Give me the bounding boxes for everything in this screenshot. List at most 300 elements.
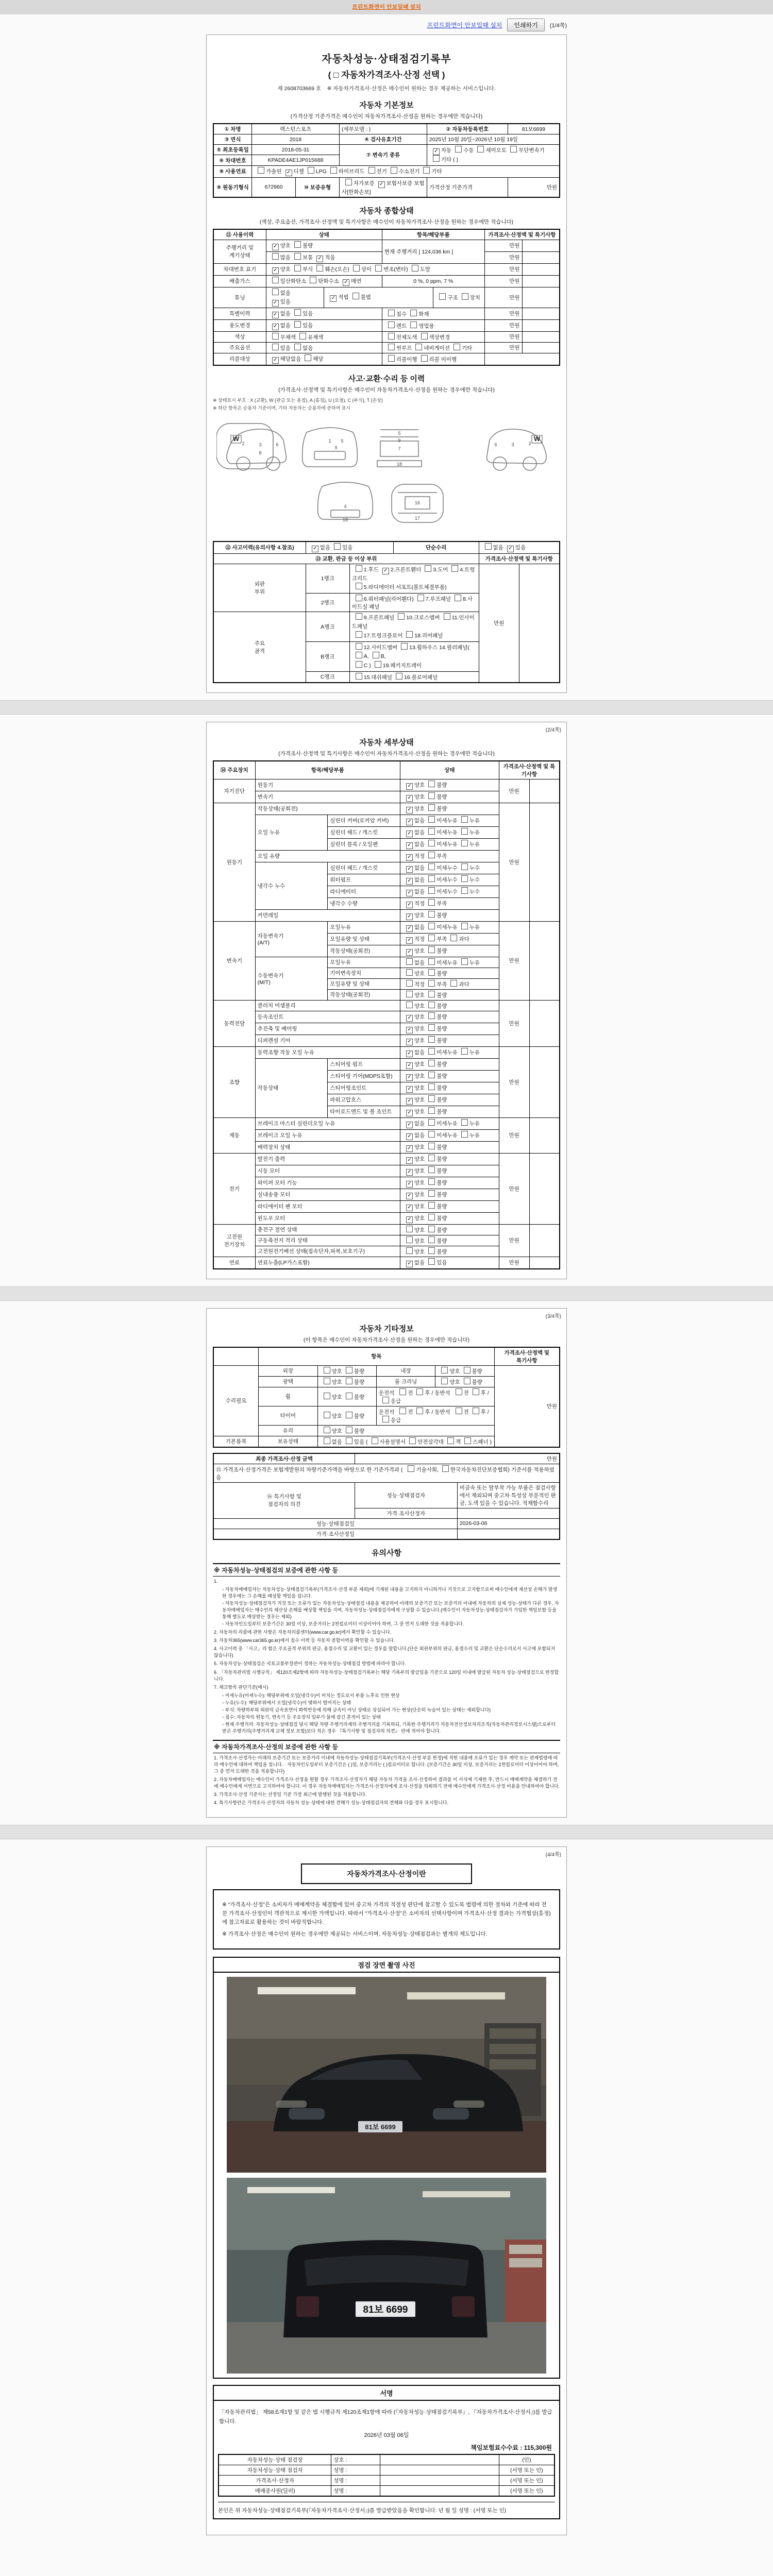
checkbox-전[interactable] [399, 1388, 406, 1395]
checkbox-13.휠하우스[interactable] [401, 643, 408, 650]
checkbox-2.프론트휀더[interactable]: ✓ [382, 568, 389, 574]
checkbox-네비게이션[interactable] [415, 344, 422, 350]
checkbox-화재[interactable] [410, 310, 417, 316]
checkbox-스패너 )[interactable] [464, 1437, 471, 1444]
checkbox-B,[interactable] [373, 652, 379, 658]
checkbox-불량[interactable] [294, 241, 301, 248]
cell [522, 287, 560, 308]
cell: 오일누유 [328, 921, 400, 933]
checkbox-누유[interactable] [461, 1048, 468, 1055]
cell: 가격조사·산정자 [219, 2476, 331, 2486]
checkbox-도말[interactable] [412, 265, 418, 272]
checkbox-불량[interactable] [428, 1024, 435, 1031]
checkbox-불량[interactable] [428, 792, 435, 799]
checkbox-양호[interactable]: ✓ [406, 783, 413, 790]
checkbox-label: 불량 [436, 1156, 447, 1162]
checkbox-디젤[interactable]: ✓ [285, 170, 292, 176]
checkbox-적음[interactable]: ✓ [316, 256, 323, 262]
checkbox-렌트[interactable] [388, 321, 395, 328]
cell: 만원 [355, 1453, 560, 1464]
cell: 색상 [213, 331, 266, 342]
checkbox-양호[interactable]: ✓ [406, 1181, 413, 1188]
checkbox-전[interactable] [399, 1408, 406, 1414]
checkbox-없음[interactable]: ✓ [272, 312, 279, 318]
checkbox-불량[interactable] [428, 1036, 435, 1043]
checkbox-미세누유[interactable] [428, 816, 435, 823]
checkbox-label: 불량 [436, 1203, 447, 1210]
cell: 자동변속기 (A/T) [255, 921, 328, 957]
checkbox-19.패키지트레이[interactable] [375, 661, 381, 668]
checkbox-양호[interactable]: ✓ [406, 1062, 413, 1069]
checkbox-불법[interactable] [352, 293, 359, 299]
checkbox-적법[interactable]: ✓ [330, 295, 337, 302]
document-title: 자동차성능·상태점검기록부 [322, 54, 451, 65]
checkbox-부족[interactable] [428, 980, 435, 987]
checkbox-세미오토[interactable] [477, 146, 484, 152]
checkbox-양호[interactable] [406, 969, 413, 976]
checkbox-없음[interactable]: ✓ [406, 842, 413, 849]
checkbox-양호[interactable] [324, 1412, 330, 1418]
checkbox-양호[interactable] [406, 1236, 413, 1243]
checkbox-label: 훼손(오손) [325, 266, 349, 273]
checkbox-잭[interactable] [447, 1437, 454, 1444]
checkbox-label: 부식 [302, 266, 313, 273]
checkbox-양호[interactable]: ✓ [406, 807, 413, 814]
checkbox-누수[interactable] [461, 887, 468, 894]
checkbox-불량[interactable] [428, 1083, 435, 1090]
checkbox-있음[interactable] [334, 543, 341, 550]
checkbox-양호[interactable] [406, 1002, 413, 1008]
checkbox-있음[interactable] [428, 1258, 435, 1265]
checkbox-기타[interactable] [423, 167, 430, 174]
checkbox-label: 해당없음 [280, 355, 301, 362]
checkbox-없음[interactable]: ✓ [272, 324, 279, 330]
checkbox-변조(변타)[interactable] [375, 265, 382, 272]
checkbox-가솔린[interactable] [258, 167, 264, 174]
checkbox-양호[interactable]: ✓ [406, 1027, 413, 1033]
checkbox-label: 부족 [436, 853, 447, 859]
checkbox-미세누유[interactable] [428, 828, 435, 835]
section-title-etc: 자동차 기타정보 [359, 1324, 414, 1333]
checkbox-label: 불량 [436, 912, 447, 919]
checkbox-불량[interactable] [428, 1107, 435, 1114]
checkbox-불량[interactable] [428, 781, 435, 787]
checkbox-불량[interactable] [428, 991, 435, 997]
checkbox-후[interactable] [473, 1408, 479, 1414]
checkbox-있음 ([interactable] [346, 1437, 352, 1444]
checkbox-불량[interactable] [346, 1367, 352, 1374]
checkbox-썬루프[interactable] [388, 344, 395, 350]
checkbox-label: 불량 [354, 1413, 365, 1419]
checkbox-한국자동차진단보증협회) 기준서를 적용하였음[interactable] [442, 1465, 449, 1472]
option-text: / [485, 1389, 489, 1396]
checkbox-누유[interactable] [461, 816, 468, 823]
notice-item: 2. 자동차매매업자는 매수인이 가격조사·산정을 원할 경우 가격조사·산정자가 해당 자동차 가격을 조사·산정하여 결과를 이 서식에 기재한 후, 반드시 매매계약을 체결하기 전에 매수인에게 서면으로 고지하여야 합니다. 이 경우 자동차매매업자는 가격조사·산정자에게 조사·산정을 의뢰하기 전에 매수인에게 가격조사·산정 비용을 안내하여야 합니다. [214, 1777, 560, 1789]
cell [522, 308, 560, 319]
checkbox-불량[interactable] [428, 1166, 435, 1173]
checkbox-불량[interactable] [428, 1236, 435, 1243]
checkbox-매연[interactable]: ✓ [343, 279, 349, 286]
checkbox-label: 없음 [414, 1049, 425, 1056]
checkbox-적정[interactable]: ✓ [406, 854, 413, 861]
table-row [213, 263, 560, 275]
checkbox-양호[interactable]: ✓ [406, 1216, 413, 1223]
checkbox-label: 누유 [469, 1049, 480, 1056]
checkbox-label: 없음 [414, 829, 425, 836]
checkbox-불량[interactable] [428, 1002, 435, 1008]
checkbox-기타[interactable] [453, 344, 460, 350]
cell [400, 1153, 499, 1165]
checkbox-수소전기[interactable] [391, 167, 397, 174]
checkbox-부족[interactable] [428, 852, 435, 858]
checkbox-없음[interactable]: ✓ [406, 819, 413, 825]
checkbox-LPG[interactable] [308, 167, 314, 174]
checkbox-18.리어패널[interactable] [406, 631, 413, 638]
checkbox-응급[interactable] [382, 1397, 389, 1403]
checkbox-과다[interactable] [450, 980, 457, 987]
checkbox-적정[interactable] [406, 980, 413, 987]
checkbox-label: 불량 [436, 1096, 447, 1103]
checkbox-불량[interactable] [428, 1202, 435, 1209]
checkbox-양호[interactable]: ✓ [406, 1074, 413, 1081]
checkbox-label: 누수 [469, 876, 480, 883]
checkbox-없음[interactable] [485, 543, 492, 550]
checkbox-적정[interactable]: ✓ [406, 902, 413, 908]
checkbox-불량[interactable] [428, 1155, 435, 1161]
checkbox-9.프론트패널[interactable] [356, 613, 362, 620]
checkbox-불량[interactable] [428, 1247, 435, 1254]
section-title-detail: 자동차 세부상태 [359, 738, 414, 747]
cell [266, 263, 484, 275]
install-plugin-link-top[interactable]: 프린트화면이 안보일때 설치 [352, 4, 421, 10]
checkbox-장치[interactable] [462, 293, 468, 300]
checkbox-불량[interactable] [428, 969, 435, 976]
checkbox-해당[interactable] [305, 354, 311, 361]
checkbox-많음[interactable] [272, 253, 279, 260]
checkbox-누수[interactable] [461, 875, 468, 882]
checkbox-양호[interactable] [441, 1378, 448, 1384]
checkbox-부족[interactable] [428, 935, 435, 941]
checkbox-label: 누유 [469, 829, 480, 836]
checkbox-없음[interactable]: ✓ [406, 1050, 413, 1057]
checkbox-양호[interactable]: ✓ [406, 795, 413, 802]
checkbox-6.쿼터패널(리어휀다)[interactable] [356, 595, 362, 601]
checkbox-불량[interactable] [346, 1412, 352, 1418]
cell [457, 1529, 560, 1539]
cell: 파워고압호스 [328, 1094, 400, 1106]
header-cell: 항목/해당부품 [255, 761, 400, 779]
checkbox-17.트렁크플로어[interactable] [356, 631, 362, 638]
checkbox-전[interactable] [456, 1408, 462, 1414]
checkbox-label: 보통 [302, 254, 313, 261]
checkbox-C )[interactable] [356, 661, 362, 668]
checkbox-탄화수소[interactable] [310, 277, 316, 283]
checkbox-5.라디에이터 서포트(볼트체결부품)[interactable] [356, 583, 362, 589]
checkbox-없음[interactable] [294, 344, 301, 350]
checkbox-수동[interactable] [455, 146, 462, 152]
checkbox-label: 없음 [280, 322, 291, 329]
cell: 매매종사원(딜러) [219, 2486, 331, 2497]
cell: 외장 [259, 1365, 317, 1376]
checkbox-15.대쉬패널[interactable] [356, 673, 362, 680]
checkbox-없음[interactable]: ✓ [312, 546, 318, 552]
checkbox-없음[interactable] [324, 1437, 330, 1444]
checkbox-불량[interactable] [346, 1393, 352, 1399]
checkbox-7.루프패널[interactable] [417, 595, 424, 601]
checkbox-양호[interactable] [406, 1247, 413, 1254]
checkbox-4.트렁크리드[interactable] [451, 565, 458, 572]
checkbox-있음[interactable] [294, 309, 301, 316]
cell: 냉각수 누수 [255, 862, 328, 909]
checkbox-불량[interactable] [428, 1060, 435, 1066]
checkbox-양호[interactable] [441, 1367, 448, 1374]
checkbox-사용설명서[interactable] [372, 1437, 378, 1444]
table-row [213, 541, 560, 554]
checkbox-양호[interactable]: ✓ [406, 913, 413, 920]
checkbox-부식[interactable] [294, 265, 301, 272]
checkbox-안전삼각대[interactable] [409, 1437, 416, 1444]
cell: 원동기 [213, 803, 255, 921]
checkbox-있음[interactable]: ✓ [272, 300, 279, 307]
checkbox-불량[interactable] [428, 911, 435, 918]
checkbox-양호[interactable] [324, 1367, 330, 1374]
checkbox-불량[interactable] [428, 1095, 435, 1102]
checkbox-양호[interactable]: ✓ [406, 1039, 413, 1045]
checkbox-양호[interactable] [406, 1226, 413, 1232]
checkbox-보통[interactable] [294, 253, 301, 260]
checkbox-label: 누유 [469, 841, 480, 848]
checkbox-label: 누유 [469, 817, 480, 824]
checkbox-label: 불량 [436, 805, 447, 812]
checkbox-불량[interactable] [428, 1214, 435, 1221]
checkbox-미세누수[interactable] [428, 875, 435, 882]
table-row [213, 1153, 560, 1165]
checkbox-누수[interactable] [461, 863, 468, 870]
price-survey-box-title: 자동차가격조사·산정이란 [301, 1863, 472, 1884]
svg-text:5: 5 [398, 430, 401, 436]
top-notice-strip [0, 0, 773, 14]
cell [529, 1046, 560, 1117]
checkbox-하이브리드[interactable] [330, 167, 337, 174]
checkbox-label: 있음 [436, 1259, 447, 1266]
checkbox-부족[interactable] [428, 899, 435, 906]
checkbox-양호[interactable]: ✓ [406, 1193, 413, 1199]
checkbox-없음[interactable]: ✓ [406, 1261, 413, 1267]
checkbox-미세누유[interactable] [428, 1119, 435, 1126]
checkbox-기타 ( )[interactable] [433, 155, 440, 162]
checkbox-없음[interactable]: ✓ [406, 1122, 413, 1128]
table-row [213, 319, 560, 331]
section-note-detail: (가격조사·산정액 및 특기사항은 매수인이 자동차가격조사·산정을 원하는 경우에만 적습니다) [278, 750, 495, 757]
checkbox-과다[interactable] [450, 935, 457, 941]
checkbox-양호[interactable]: ✓ [406, 1098, 413, 1105]
section-title-notice: 유의사항 [372, 1548, 401, 1557]
checkbox-전[interactable] [456, 1388, 462, 1395]
checkbox-누유[interactable] [461, 828, 468, 835]
checkbox-미세누유[interactable] [428, 958, 435, 965]
checkbox-12.사이드멤버[interactable] [356, 643, 362, 650]
checkbox-label: 양호 [414, 970, 425, 977]
checkbox-누유[interactable] [461, 1131, 468, 1138]
checkbox-11.인사이드패널[interactable] [444, 613, 450, 620]
checkbox-불량[interactable] [428, 1226, 435, 1232]
cell: 만원 [484, 287, 522, 308]
header-cell: 가격조사·산정액 및 특기사항 [479, 553, 560, 564]
checkbox-label: 2.프론트휀더 [390, 566, 422, 573]
checkbox-양호[interactable]: ✓ [272, 244, 279, 250]
checkbox-응급[interactable] [382, 1416, 389, 1422]
checkbox-16.플로어패널[interactable] [396, 673, 402, 680]
checkbox-양호[interactable]: ✓ [406, 1157, 413, 1164]
checkbox-영업용[interactable] [410, 321, 417, 328]
checkbox-양호[interactable] [324, 1427, 330, 1433]
checkbox-양호[interactable] [324, 1378, 330, 1384]
checkbox-전체도색[interactable] [388, 333, 395, 340]
checkbox-훼손(오손)[interactable] [316, 265, 323, 272]
checkbox-A,[interactable] [356, 652, 362, 658]
checkbox-없음[interactable]: ✓ [406, 831, 413, 837]
checkbox-보험사보증[interactable]: ✓ [378, 181, 385, 188]
checkbox-일산화탄소[interactable] [272, 277, 279, 283]
print-button[interactable]: 인쇄하기 [507, 19, 544, 31]
checkbox-누유[interactable] [461, 1119, 468, 1126]
table-row [213, 564, 560, 594]
checkbox-상이[interactable] [353, 265, 360, 272]
checkbox-10.크로스멤버[interactable] [398, 613, 405, 620]
checkbox-후[interactable] [416, 1388, 423, 1395]
checkbox-양호[interactable]: ✓ [406, 1015, 413, 1022]
checkbox-양호[interactable]: ✓ [406, 1205, 413, 1211]
checkbox-미세누유[interactable] [428, 840, 435, 846]
checkbox-1.후드[interactable] [356, 565, 362, 572]
notice-item: 1. [214, 1578, 218, 1584]
checkbox-있음[interactable] [294, 321, 301, 328]
checkbox-구조[interactable] [439, 293, 446, 300]
checkbox-적정[interactable]: ✓ [406, 937, 413, 944]
checkbox-불량[interactable] [428, 1143, 435, 1149]
notice-subitem: ◦ 누유(누수): 해당부위에서 오일(냉각수)이 맺혀서 떨어지는 상태 [222, 1700, 560, 1706]
header-cell: ⑭ 주요장치 [213, 761, 255, 779]
checkbox-3.도어[interactable] [425, 565, 431, 572]
checkbox-양호[interactable] [406, 991, 413, 997]
checkbox-있음[interactable] [272, 344, 279, 350]
checkbox-불량[interactable] [428, 1178, 435, 1185]
cell: 성능·상태점검일 [213, 1518, 457, 1529]
checkbox-불량[interactable] [346, 1378, 352, 1384]
checkbox-자가보증[interactable] [345, 179, 352, 185]
basic-info-table [213, 123, 560, 198]
checkbox-없음[interactable] [272, 289, 279, 295]
checkbox-기술사회,[interactable] [408, 1465, 414, 1472]
checkbox-해당없음[interactable]: ✓ [272, 357, 279, 364]
checkbox-불량[interactable] [464, 1378, 470, 1384]
cell [529, 1000, 560, 1046]
header-cell: 가격조사·산정액 및 특기사항 [499, 761, 560, 779]
checkbox-불량[interactable] [464, 1367, 470, 1374]
checkbox-label: 없음 [493, 544, 503, 551]
checkbox-무채색[interactable] [272, 333, 279, 340]
checkbox-label: 탄화수소 [318, 278, 339, 284]
checkbox-양호[interactable]: ✓ [406, 1110, 413, 1116]
cell [400, 1224, 499, 1235]
checkbox-리콜 미이행[interactable] [421, 355, 428, 362]
checkbox-label: 후 [425, 1409, 430, 1415]
price-survey-p2: ※ 가격조사·산정은 매수인이 원하는 경우에만 제공되는 서비스이며, 자동차성능·상태점검과는 별개의 제도입니다. [222, 1930, 488, 1937]
checkbox-유채색[interactable] [299, 333, 306, 340]
option-text: / 동반석 [430, 1389, 452, 1396]
checkbox-전기[interactable] [368, 167, 375, 174]
checkbox-양호[interactable]: ✓ [406, 949, 413, 956]
checkbox-불량[interactable] [428, 1190, 435, 1197]
checkbox-불량[interactable] [428, 1072, 435, 1078]
checkbox-없음[interactable]: ✓ [406, 1133, 413, 1140]
checkbox-리콜이행[interactable] [388, 355, 395, 362]
checkbox-후[interactable] [473, 1388, 479, 1395]
sign-date: 2026년 03월 06일 [364, 2432, 409, 2439]
checkbox-누유[interactable] [461, 840, 468, 846]
checkbox-label: 수동 [463, 147, 474, 154]
cell: KPADE4AE1JP015688 [252, 155, 340, 165]
checkbox-불량[interactable] [428, 946, 435, 953]
checkbox-자동[interactable]: ✓ [433, 148, 440, 155]
checkbox-양호[interactable] [324, 1393, 330, 1399]
checkbox-양호[interactable]: ✓ [406, 1145, 413, 1152]
header-cell: ⑥ 차대번호 [213, 155, 252, 165]
checkbox-없음[interactable]: ✓ [406, 878, 413, 885]
checkbox-label: 과다 [459, 981, 469, 988]
cell: 주요 골격 [213, 612, 306, 683]
checkbox-무단변속기[interactable] [510, 146, 517, 152]
cell: 연료누출(LP가스포함) [255, 1257, 400, 1269]
checkbox-label: 과다 [459, 936, 469, 942]
cell: 자동차성능·상태 점검자 [219, 2465, 331, 2476]
checkbox-불량[interactable] [428, 804, 435, 811]
checkbox-label: A, [363, 653, 369, 660]
checkbox-색상변경[interactable] [421, 333, 428, 340]
checkbox-미세누수[interactable] [428, 863, 435, 870]
checkbox-있음[interactable]: ✓ [507, 546, 514, 552]
cell: 만원 [499, 921, 529, 1000]
checkbox-8.사이드실 패널[interactable] [455, 595, 461, 601]
cell [400, 968, 499, 978]
checkbox-없음[interactable]: ✓ [406, 866, 413, 873]
checkbox-없음[interactable]: ✓ [406, 925, 413, 932]
svg-text:4: 4 [344, 503, 347, 509]
table-row [213, 1000, 560, 1011]
checkbox-label: 없음 [414, 817, 425, 824]
checkbox-label: 불량 [436, 970, 447, 977]
checkbox-양호[interactable]: ✓ [272, 267, 279, 274]
checkbox-양호[interactable]: ✓ [406, 1169, 413, 1176]
install-plugin-link[interactable]: 프린트화면이 안보일때 설치 [427, 22, 502, 29]
checkbox-침수[interactable] [388, 310, 395, 316]
checkbox-누유[interactable] [461, 958, 468, 965]
checkbox-미세누유[interactable] [428, 1048, 435, 1055]
checkbox-없음[interactable] [406, 958, 413, 965]
checkbox-후[interactable] [416, 1408, 423, 1414]
checkbox-label: 상이 [361, 266, 372, 273]
checkbox-불량[interactable] [428, 1012, 435, 1019]
checkbox-양호[interactable]: ✓ [406, 1086, 413, 1093]
checkbox-미세누유[interactable] [428, 923, 435, 929]
checkbox-label: 응급 [390, 1417, 401, 1423]
checkbox-불량[interactable] [346, 1427, 352, 1433]
checkbox-미세누유[interactable] [428, 1131, 435, 1138]
sign-row [219, 2465, 554, 2476]
checkbox-누유[interactable] [461, 923, 468, 929]
checkbox-미세누수[interactable] [428, 887, 435, 894]
checkbox-없음[interactable]: ✓ [406, 890, 413, 896]
